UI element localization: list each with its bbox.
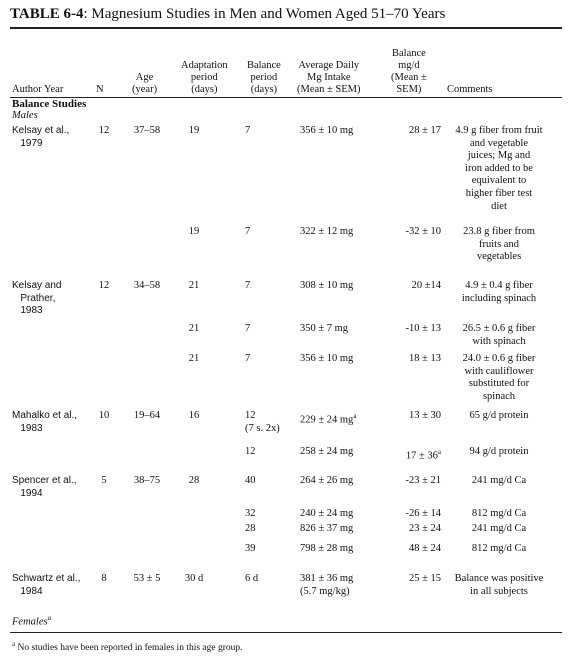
cell-comment-text: higher fiber test: [465, 187, 533, 199]
cell-author-line: [12, 410, 77, 423]
cell-intake-text: 826 ± 37 mg: [300, 523, 354, 534]
cell-intake-sup: a: [353, 412, 357, 420]
cell-comment-text: with cauliflower: [464, 365, 534, 377]
cell-comment-line: [434, 125, 564, 138]
cell-balance-line: [381, 125, 441, 138]
header-age-line: Age: [135, 72, 154, 83]
cell-balance-period-line: [245, 446, 285, 459]
cell-balance-period-line: [245, 323, 285, 336]
cell-balance-period-text: 32: [245, 508, 256, 519]
cell-comment-line: [434, 336, 564, 349]
cell-balance-period-line: [245, 353, 285, 366]
cell-balance: [381, 410, 441, 423]
section-balance-studies: Balance Studies: [12, 98, 87, 110]
cell-balance: [381, 226, 441, 239]
cell-comment-text: juices; Mg and: [467, 150, 531, 162]
cell-comment-text: with spinach: [472, 335, 526, 347]
cell-balance-line: [381, 446, 441, 463]
table-label: TABLE 6-4: [10, 6, 84, 22]
header-balance: [391, 48, 427, 96]
cell-n-line: [96, 280, 112, 293]
cell-comment-text: 23.8 g fiber from: [463, 226, 535, 237]
cell-balance-line: [381, 280, 441, 293]
header-age-line: (year): [132, 84, 158, 95]
cell-adaptation-text: 19: [188, 226, 200, 237]
cell-comment: [434, 573, 564, 598]
cell-comment-text: and vegetable: [469, 137, 528, 149]
cell-balance-text: -32 ± 10: [405, 226, 441, 237]
cell-age: [130, 280, 164, 293]
cell-adaptation: [181, 226, 207, 239]
cell-comment-text: 241 mg/d Ca: [471, 523, 527, 534]
cell-adaptation-text: 21: [188, 353, 200, 364]
cell-balance-period-line: [245, 508, 285, 521]
cell-balance-line: [381, 573, 441, 586]
cell-author: [12, 125, 69, 150]
cell-balance: [381, 323, 441, 336]
cell-intake-line: [300, 586, 353, 599]
cell-author-line: [12, 573, 80, 586]
cell-balance-period-line: [245, 226, 285, 239]
cell-balance-period: [245, 280, 285, 293]
cell-intake-line: [300, 125, 353, 138]
cell-age-line: [130, 573, 164, 586]
cell-n: [96, 125, 112, 138]
cell-author: [12, 573, 80, 598]
cell-balance-period-text: 40: [245, 475, 256, 486]
cell-balance-text: -23 ± 21: [405, 475, 441, 486]
cell-comment: [434, 446, 564, 459]
cell-n: [96, 280, 112, 293]
cell-balance-line: [381, 543, 441, 556]
cell-comment: [434, 508, 564, 521]
cell-comment-line: [434, 543, 564, 556]
cell-adaptation: [181, 573, 207, 586]
cell-comment-text: 4.9 ± 0.4 g fiber: [465, 280, 533, 291]
cell-comment: [434, 125, 564, 213]
cell-balance-text: 17 ± 36: [405, 450, 438, 462]
cell-balance-period: [245, 323, 285, 336]
cell-balance-period-line: [245, 280, 285, 293]
header-age: [132, 72, 157, 96]
cell-author-line: [12, 305, 61, 318]
cell-comment-line: [434, 280, 564, 293]
cell-comment-text: 94 g/d protein: [469, 446, 529, 457]
cell-comment-text: 241 mg/d Ca: [471, 475, 527, 486]
cell-intake: [300, 410, 356, 427]
cell-age: [130, 410, 164, 423]
cell-age-text: 37–58: [133, 125, 161, 136]
cell-balance-line: [381, 323, 441, 336]
cell-balance-line: [381, 475, 441, 488]
header-adaptation-line: Adaptation: [181, 60, 228, 71]
cell-adaptation-line: [181, 323, 207, 336]
cell-balance-text: 23 ± 24: [408, 523, 441, 534]
cell-intake: [300, 226, 353, 239]
cell-balance-period: [245, 523, 285, 536]
cell-n: [96, 573, 112, 586]
cell-comment-line: [434, 475, 564, 488]
cell-balance: [381, 353, 441, 366]
cell-age-text: 38–75: [133, 475, 161, 486]
header-balance-line: mg/d: [398, 60, 420, 71]
cell-author-line: [12, 423, 77, 436]
cell-balance-period-line: [245, 475, 285, 488]
header-author: [12, 84, 63, 96]
header-intake-line: Mg Intake: [307, 72, 351, 83]
cell-intake: [300, 280, 353, 293]
cell-comment-text: substituted for: [468, 378, 530, 390]
cell-intake-text: 264 ± 26 mg: [300, 475, 354, 486]
section-females-label: Females: [12, 616, 48, 628]
cell-intake-text: 356 ± 10 mg: [300, 353, 354, 364]
cell-age: [130, 573, 164, 586]
header-balance-period-line: period: [250, 72, 278, 83]
cell-author-line: [12, 475, 76, 488]
cell-age-text: 34–58: [133, 280, 161, 291]
cell-intake-text: 350 ± 7 mg: [300, 323, 349, 334]
cell-comment-text: iron added to be: [465, 162, 533, 174]
cell-balance: [381, 280, 441, 293]
bottom-rule: [10, 632, 562, 633]
cell-intake-line: [300, 323, 348, 336]
cell-n-line: [96, 573, 112, 586]
top-rule: [10, 27, 562, 29]
cell-comment-line: [434, 150, 564, 163]
cell-adaptation-line: [181, 475, 207, 488]
cell-author: [12, 475, 76, 500]
cell-author-text: 1984: [12, 585, 43, 597]
cell-age-line: [130, 125, 164, 138]
cell-balance: [381, 475, 441, 488]
cell-balance: [381, 523, 441, 536]
cell-comment-text: fruits and: [479, 238, 519, 250]
cell-intake-text: 229 ± 24 mg: [300, 414, 354, 426]
header-intake: [297, 60, 361, 96]
cell-n-line: [96, 410, 112, 423]
header-balance-period-line: (days): [250, 84, 278, 95]
cell-comment-text: including spinach: [461, 292, 537, 304]
cell-comment-line: [434, 175, 564, 188]
cell-balance-period-line: [245, 573, 285, 586]
cell-comment-text: 26.5 ± 0.6 g fiber: [462, 323, 536, 334]
cell-balance-text: 28 ± 17: [408, 125, 441, 136]
cell-intake-line: [300, 280, 353, 293]
cell-author-line: [12, 125, 69, 138]
section-males: Males: [12, 110, 38, 121]
cell-balance-period-line: [245, 423, 285, 436]
cell-age-text: 53 ± 5: [133, 573, 161, 584]
header-intake-line: (Mean ± SEM): [297, 84, 361, 95]
cell-balance-period-text: 7: [245, 125, 251, 136]
cell-balance: [381, 446, 441, 463]
cell-comment-line: [434, 163, 564, 176]
cell-intake-text: (5.7 mg/kg): [300, 585, 350, 597]
cell-comment-line: [434, 508, 564, 521]
cell-comment: [434, 323, 564, 348]
cell-intake-line: [300, 446, 353, 459]
cell-balance-period-text: 28: [245, 523, 256, 534]
cell-intake-line: [300, 573, 353, 586]
cell-adaptation-text: 21: [188, 280, 200, 291]
cell-intake: [300, 353, 353, 366]
cell-intake-text: 322 ± 12 mg: [300, 226, 354, 237]
cell-author-text: Schwartz et al.,: [12, 573, 81, 584]
cell-balance-period-text: 7: [245, 280, 251, 291]
header-adaptation-line: (days): [191, 84, 218, 95]
header-comments-line: Comments: [447, 84, 493, 95]
cell-intake: [300, 523, 353, 536]
footnote-sup: a: [12, 640, 16, 648]
cell-comment-text: 24.0 ± 0.6 g fiber: [462, 353, 536, 364]
cell-n-text: 5: [101, 475, 107, 486]
cell-age: [130, 125, 164, 138]
cell-comment-line: [434, 391, 564, 404]
cell-balance-period-text: 7: [245, 323, 251, 334]
cell-n-text: 12: [98, 125, 110, 136]
cell-author-line: [12, 488, 76, 501]
cell-author-text: 1979: [12, 137, 43, 149]
cell-intake-text: 240 ± 24 mg: [300, 508, 354, 519]
cell-adaptation-line: [181, 410, 207, 423]
cell-adaptation-line: [181, 353, 207, 366]
cell-comment-line: [434, 523, 564, 536]
cell-intake-text: 258 ± 24 mg: [300, 446, 354, 457]
cell-author-text: 1994: [12, 487, 43, 499]
cell-comment-line: [434, 323, 564, 336]
cell-intake: [300, 323, 348, 336]
cell-n: [96, 410, 112, 423]
cell-comment-line: [434, 573, 564, 586]
cell-n-line: [96, 125, 112, 138]
cell-adaptation-line: [181, 125, 207, 138]
cell-balance-period: [245, 475, 285, 488]
header-balance-period-line: Balance: [247, 60, 281, 71]
cell-n-text: 10: [98, 410, 110, 421]
cell-balance-period-line: [245, 410, 285, 423]
cell-balance-period: [245, 353, 285, 366]
cell-author-text: 1983: [12, 305, 43, 317]
cell-balance-period-line: [245, 523, 285, 536]
header-author-line: Author Year: [12, 84, 64, 95]
cell-intake-line: [300, 508, 353, 521]
cell-author-text: Mahalko et al.,: [12, 410, 78, 421]
cell-comment-line: [434, 201, 564, 214]
cell-age: [130, 475, 164, 488]
cell-intake-line: [300, 410, 356, 427]
cell-author: [12, 280, 61, 318]
cell-intake: [300, 475, 353, 488]
cell-adaptation: [181, 353, 207, 366]
cell-balance: [381, 508, 441, 521]
cell-comment-text: 65 g/d protein: [469, 410, 529, 421]
cell-comment-line: [434, 226, 564, 239]
cell-balance-text: 18 ± 13: [408, 353, 441, 364]
cell-adaptation: [181, 280, 207, 293]
cell-balance-period-text: 12: [245, 446, 256, 457]
cell-age-line: [130, 410, 164, 423]
cell-balance-line: [381, 410, 441, 423]
cell-balance-period-text: 7: [245, 226, 251, 237]
footnote: [12, 640, 243, 653]
cell-adaptation-text: 28: [188, 475, 200, 486]
cell-age-line: [130, 475, 164, 488]
cell-balance: [381, 543, 441, 556]
cell-comment-line: [434, 251, 564, 264]
cell-balance-period: [245, 573, 285, 586]
cell-balance-period-text: 7: [245, 353, 251, 364]
cell-comment-line: [434, 366, 564, 379]
cell-balance-period: [245, 226, 285, 239]
cell-balance-line: [381, 523, 441, 536]
cell-author-text: Prather,: [12, 292, 56, 304]
cell-adaptation-text: 30 d: [184, 573, 204, 584]
cell-comment-text: equivalent to: [471, 175, 527, 187]
cell-balance-period: [245, 446, 285, 459]
cell-comment: [434, 226, 564, 264]
cell-comment-text: 4.9 g fiber from fruit: [455, 125, 543, 136]
cell-comment-text: in all subjects: [470, 585, 528, 597]
cell-adaptation-text: 19: [188, 125, 200, 136]
cell-comment-text: 812 mg/d Ca: [471, 543, 527, 554]
cell-balance-period: [245, 410, 285, 435]
cell-comment-text: diet: [491, 200, 507, 212]
header-rule: [10, 97, 562, 98]
cell-balance-line: [381, 353, 441, 366]
cell-comment-line: [434, 239, 564, 252]
cell-balance-text: 20 ±14: [411, 280, 441, 291]
cell-comment-text: Balance was positive: [454, 573, 544, 584]
cell-balance-text: 13 ± 30: [408, 410, 441, 421]
section-females-sup: a: [47, 614, 52, 622]
cell-intake: [300, 125, 353, 138]
cell-comment-text: 812 mg/d Ca: [471, 508, 527, 519]
cell-intake: [300, 573, 353, 598]
cell-comment: [434, 543, 564, 556]
cell-intake-text: 798 ± 28 mg: [300, 543, 354, 554]
cell-adaptation-line: [181, 573, 207, 586]
cell-balance-period: [245, 543, 285, 556]
header-comments: [447, 84, 493, 96]
cell-intake-line: [300, 523, 353, 536]
cell-balance-period-text: 6 d: [245, 573, 259, 584]
cell-adaptation: [181, 475, 207, 488]
cell-balance-sup: a: [437, 448, 441, 456]
cell-balance-period-line: [245, 543, 285, 556]
header-adaptation: [181, 60, 228, 96]
cell-comment: [434, 353, 564, 403]
cell-balance-period-line: [245, 125, 285, 138]
cell-comment: [434, 410, 564, 423]
cell-intake-line: [300, 543, 353, 556]
cell-intake-line: [300, 475, 353, 488]
cell-balance-text: -26 ± 14: [405, 508, 441, 519]
cell-adaptation-line: [181, 226, 207, 239]
cell-n-text: 8: [101, 573, 107, 584]
cell-comment-line: [434, 586, 564, 599]
cell-adaptation: [181, 323, 207, 336]
cell-author-line: [12, 586, 80, 599]
cell-comment-line: [434, 446, 564, 459]
cell-age-line: [130, 280, 164, 293]
table-title-text: : Magnesium Studies in Men and Women Aged 51–70 Years: [83, 6, 446, 22]
header-balance-line: SEM): [396, 84, 422, 95]
cell-balance-line: [381, 508, 441, 521]
cell-intake: [300, 508, 353, 521]
header-balance-line: Balance: [391, 48, 426, 59]
cell-author-line: [12, 138, 69, 151]
cell-balance-period-text: 39: [245, 543, 256, 554]
cell-n: [96, 475, 112, 488]
header-balance-period: [247, 60, 281, 96]
cell-adaptation-text: 21: [188, 323, 200, 334]
cell-n-text: 12: [98, 280, 110, 291]
cell-adaptation: [181, 125, 207, 138]
header-adaptation-line: period: [190, 72, 218, 83]
cell-comment-line: [434, 293, 564, 306]
cell-comment-line: [434, 188, 564, 201]
cell-comment-line: [434, 138, 564, 151]
header-n: [96, 84, 104, 96]
cell-comment-line: [434, 410, 564, 423]
cell-author-text: Kelsay et al.,: [12, 125, 70, 136]
cell-intake: [300, 543, 353, 556]
cell-intake-text: 308 ± 10 mg: [300, 280, 354, 291]
cell-balance-text: 48 ± 24: [408, 543, 441, 554]
cell-author: [12, 410, 77, 435]
cell-intake-text: 381 ± 36 mg: [300, 573, 354, 584]
cell-comment: [434, 280, 564, 305]
cell-author-text: Kelsay and: [12, 280, 62, 291]
cell-adaptation: [181, 410, 207, 423]
cell-intake-line: [300, 226, 353, 239]
header-balance-line: (Mean ±: [391, 72, 427, 83]
cell-comment: [434, 523, 564, 536]
cell-comment-line: [434, 353, 564, 366]
section-females: [12, 614, 51, 628]
cell-balance-period-text: 12: [245, 410, 256, 421]
cell-balance: [381, 573, 441, 586]
header-n-line: N: [96, 84, 104, 95]
cell-n-line: [96, 475, 112, 488]
cell-author-text: Spencer et al.,: [12, 475, 77, 486]
cell-balance-period: [245, 125, 285, 138]
cell-age-text: 19–64: [133, 410, 161, 421]
cell-comment-text: vegetables: [476, 251, 522, 263]
cell-author-line: [12, 293, 61, 306]
cell-balance-text: 25 ± 15: [408, 573, 441, 584]
cell-balance-period: [245, 508, 285, 521]
cell-balance-line: [381, 226, 441, 239]
table-title: [10, 6, 445, 23]
cell-author-line: [12, 280, 61, 293]
cell-comment: [434, 475, 564, 488]
footnote-text: No studies have been reported in females in this age group.: [15, 643, 243, 654]
cell-balance-text: -10 ± 13: [405, 323, 441, 334]
cell-adaptation-line: [181, 280, 207, 293]
cell-intake: [300, 446, 353, 459]
header-intake-line: Average Daily: [298, 60, 360, 71]
cell-intake-text: 356 ± 10 mg: [300, 125, 354, 136]
cell-author-text: 1983: [12, 422, 43, 434]
cell-comment-text: spinach: [482, 390, 516, 402]
cell-intake-line: [300, 353, 353, 366]
cell-comment-line: [434, 378, 564, 391]
cell-adaptation-text: 16: [188, 410, 200, 421]
cell-balance-period-text: (7 s. 2x): [245, 422, 280, 434]
cell-balance: [381, 125, 441, 138]
